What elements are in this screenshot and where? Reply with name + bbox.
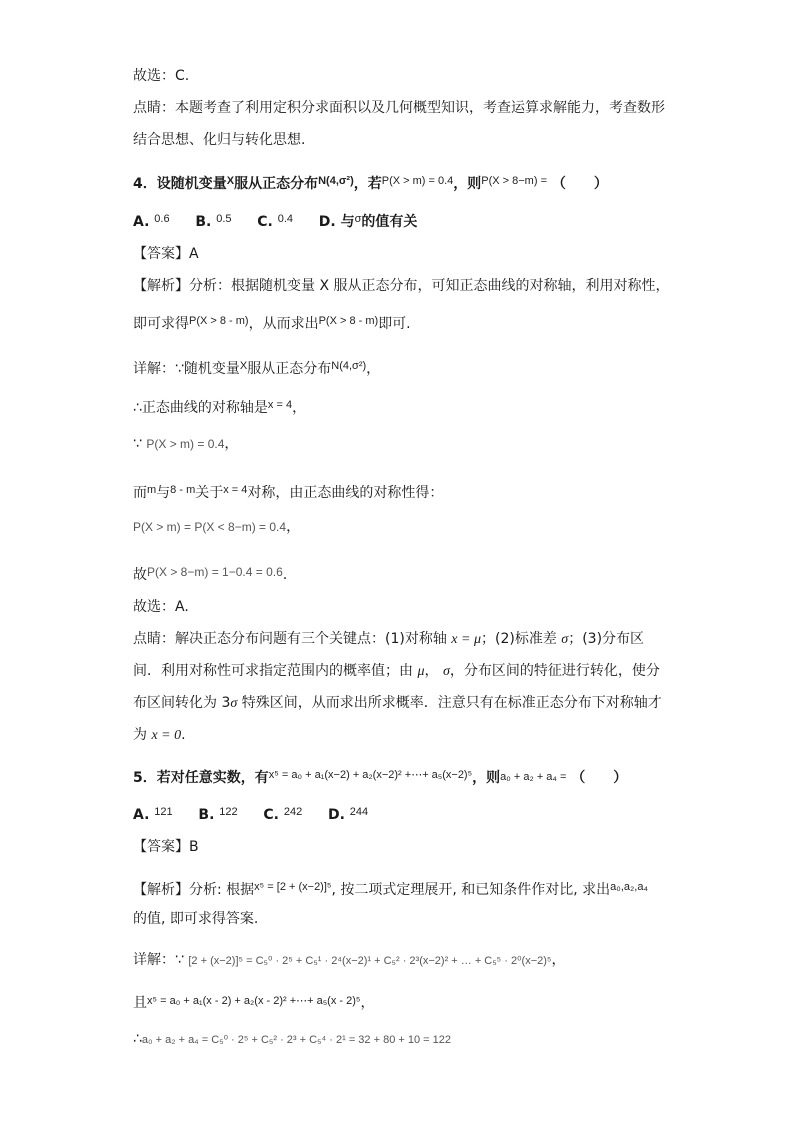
math: P(X > 8 - m): [318, 315, 379, 327]
q4-given: [133, 435, 238, 453]
text: （ ）: [551, 176, 608, 192]
option-value: 0.5: [216, 213, 232, 225]
option-label: A.: [133, 807, 150, 823]
option-label: C.: [257, 214, 273, 230]
text: , 按二项式定理展开, 和已知条件作对比, 求出: [331, 882, 611, 898]
q4-analysis-1: [133, 277, 670, 295]
q4-commentary-4: [133, 726, 186, 745]
q5-analysis-2: [133, 910, 258, 928]
text: 服从正态分布: [234, 176, 319, 192]
math: a₀ + a₂ + a₄ = C₅⁰ · 2⁵ + C₅² · 2³ + C₅⁴ · 2¹ = 32 + 80 + 10 = 122: [141, 1034, 451, 1046]
math: x = 4: [267, 399, 293, 411]
answer-choice-c: [133, 67, 189, 85]
math: X: [226, 175, 235, 187]
text: 故选：C.: [133, 68, 190, 84]
math: σ: [442, 664, 450, 679]
text: ∵: [133, 436, 142, 452]
math: N(4,σ²): [331, 360, 367, 372]
text: 服从正态分布: [247, 361, 332, 377]
math: x = 0: [151, 728, 182, 743]
commentary-line-2: [133, 131, 305, 149]
text: 详解：∵: [133, 952, 184, 968]
q4-result: [133, 563, 287, 584]
text: ，从而求出: [248, 316, 319, 332]
text: 为: [133, 727, 147, 743]
text: ∴正态曲线的对称轴是: [133, 400, 268, 416]
q5-given: [133, 992, 374, 1012]
text: ，: [551, 952, 566, 968]
text: 【答案】A: [133, 246, 199, 262]
text: .: [181, 727, 186, 743]
text: 间．利用对称性可求指定范围内的概率值；由: [133, 663, 413, 679]
q4-symmetry-statement: [133, 481, 443, 502]
math: P(X > 8−m) = 1−0.4 = 0.6: [147, 565, 283, 579]
text: ，: [360, 995, 375, 1011]
text: ，: [366, 361, 381, 377]
text: 故: [133, 567, 147, 583]
math: x⁵ = a₀ + a₁(x - 2) + a₂(x - 2)² +⋯+ a₅(x - 2)⁵: [147, 995, 361, 1007]
text: 结合思想、化归与转化思想.: [133, 132, 306, 148]
text: ∴: [133, 1031, 142, 1047]
text: 且: [133, 995, 147, 1011]
text: 点睛：本题考查了利用定积分求面积以及几何概型知识，考查运算求解能力，考查数形: [133, 100, 665, 116]
commentary-line-1: [133, 99, 665, 117]
text: 的值, 即可求得答案.: [133, 911, 259, 927]
math: x = 4: [223, 484, 248, 496]
option-value: 244: [349, 806, 369, 818]
text: ，若: [353, 176, 382, 192]
text: ，: [292, 400, 307, 416]
text: ，则: [453, 176, 482, 192]
q5-stem: [133, 766, 627, 787]
option-value: 122: [219, 806, 238, 818]
option-label: B.: [198, 807, 215, 823]
q4-commentary-2: [133, 662, 660, 681]
text: .: [282, 567, 288, 583]
text: 特殊区间，从而求出所求概率．注意只有在标准正态分布下对称轴才: [241, 695, 662, 711]
math: P(X > 8−m) =: [481, 175, 547, 187]
math: P(X > m) = 0.4: [381, 175, 454, 187]
text: 而: [133, 485, 147, 501]
text: 的值有关: [361, 214, 418, 230]
q5-analysis-1: [133, 878, 648, 899]
option-label: D.: [318, 214, 336, 230]
q4-analysis-2: [133, 312, 411, 333]
math: a₀ + a₂ + a₄ =: [500, 771, 567, 783]
text: ，: [424, 663, 439, 679]
q5-answer: [133, 838, 199, 856]
q4-symmetry-axis: [133, 396, 306, 417]
option-value: 121: [154, 806, 173, 818]
math: P(X > m) = 0.4: [146, 437, 225, 451]
text: ，: [286, 519, 301, 535]
math: X: [239, 360, 248, 372]
q4-stem: [133, 172, 608, 193]
q4-commentary-3: [133, 694, 662, 713]
option-label: A.: [133, 214, 150, 230]
text: 布区间转化为 3: [133, 695, 231, 711]
math: σ: [354, 213, 362, 225]
q5-detail-expansion: [133, 951, 565, 970]
text: 故选：A.: [133, 599, 189, 615]
text: 4．设随机变量: [133, 176, 227, 192]
q4-choice: [133, 598, 189, 616]
option-label: B.: [195, 214, 212, 230]
text: 点睛：解决正态分布问题有三个关键点：(1)对称轴: [133, 631, 447, 647]
text: 与: [340, 214, 355, 230]
text: 即可.: [378, 316, 411, 332]
q4-answer: [133, 245, 199, 263]
math: σ: [230, 696, 238, 711]
math: P(X > m) = P(X < 8−m) = 0.4: [133, 520, 287, 534]
text: 与: [156, 485, 171, 501]
text: 即可求得: [133, 316, 189, 332]
math: σ: [561, 632, 569, 647]
text: 详解：∵随机变量: [133, 361, 240, 377]
option-value: 0.4: [277, 213, 294, 225]
option-label: C.: [263, 807, 279, 823]
option-value: 0.6: [154, 213, 170, 225]
q4-detail-1: [133, 357, 380, 378]
text: 关于: [195, 485, 224, 501]
text: 5．若对任意实数，有: [133, 770, 269, 786]
q5-result: [133, 1030, 451, 1049]
math: x⁵ = [2 + (x−2)]⁵: [254, 881, 332, 893]
text: 对称，由正态曲线的对称性得：: [247, 485, 444, 501]
math: 8 - m: [170, 484, 196, 496]
math: x⁵ = a₀ + a₁(x−2) + a₂(x−2)² +⋯+ a₅(x−2)⁵: [268, 769, 473, 781]
option-value: 242: [283, 806, 303, 818]
text: （ ）: [571, 770, 628, 786]
text: 【答案】B: [133, 839, 199, 855]
math: N(4,σ²): [318, 175, 354, 187]
q4-equation: [133, 518, 300, 536]
q4-options: [133, 210, 417, 231]
math: m: [147, 484, 157, 496]
text: 【解析】分析：根据随机变量 X 服从正态分布，可知正态曲线的对称轴，利用对称性，: [133, 278, 670, 294]
math: a₀,a₂,a₄: [610, 881, 648, 893]
text: ；(3)分布区: [568, 631, 645, 647]
math: x = μ: [451, 632, 481, 647]
text: ，分布区间的特征进行转化，使分: [449, 663, 660, 679]
math: [2 + (x−2)]⁵ = C₅⁰ · 2⁵ + C₅¹ · 2⁴(x−2)¹ + C₅² · 2³(x−2)² + … + C₅⁵ · 2⁰(x−2)⁵: [188, 955, 552, 967]
text: ，则: [472, 770, 501, 786]
text: 【解析】分析: 根据: [133, 882, 255, 898]
math: P(X > 8 - m): [189, 315, 249, 327]
q4-commentary-1: [133, 630, 644, 649]
option-label: D.: [327, 807, 345, 823]
text: ；(2)标准差: [481, 631, 557, 647]
math: μ: [417, 664, 425, 679]
text: ，: [224, 436, 239, 452]
q5-options: [133, 803, 368, 824]
